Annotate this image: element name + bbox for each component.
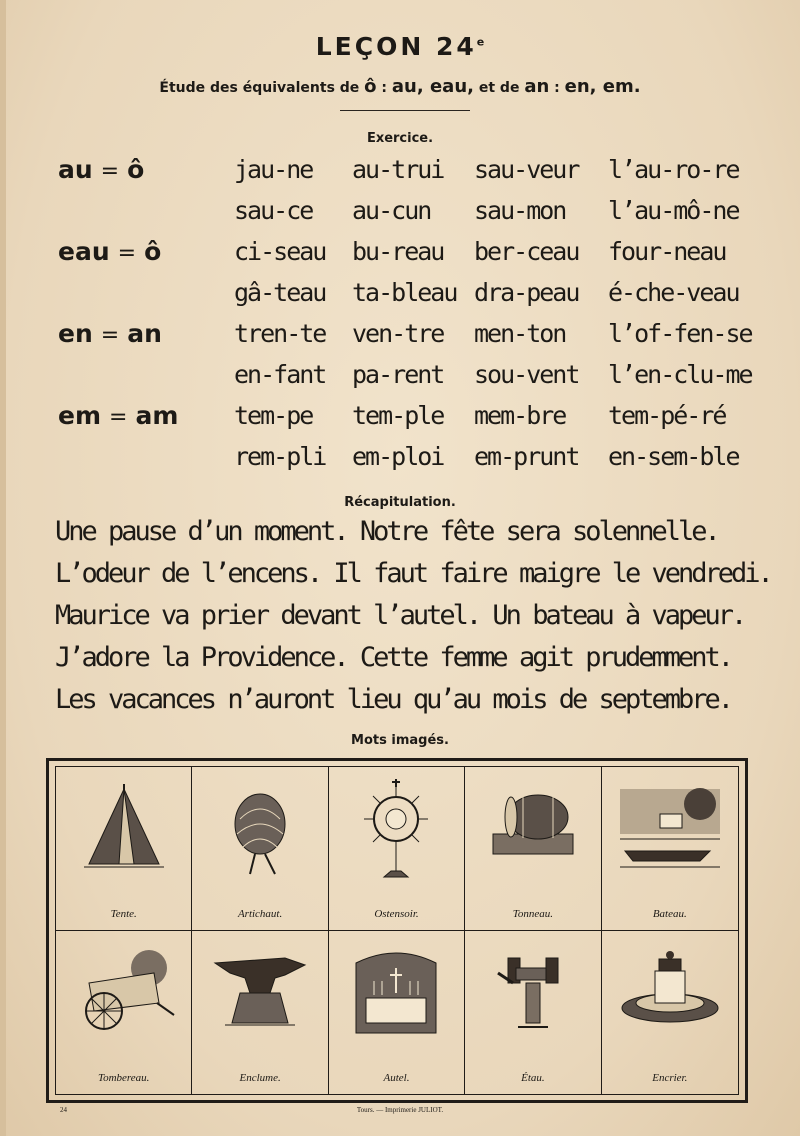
- equivalence-op: =: [109, 405, 128, 430]
- syllable-word: ci-seau: [234, 237, 326, 266]
- syllable-word: é-che-veau: [608, 278, 739, 307]
- ornamental-divider: [340, 110, 470, 111]
- subtitle-an: an: [524, 76, 550, 97]
- recap-sentence: Maurice va prier devant l’autel. Un bateau à vapeur.: [55, 600, 745, 631]
- lesson-subtitle: [0, 76, 800, 97]
- exercise-row: [0, 196, 800, 236]
- subtitle-colon2: :: [549, 80, 565, 96]
- syllable-word: ven-tre: [352, 319, 444, 348]
- recap-heading: Récapitulation.: [344, 495, 456, 510]
- exercise-row: [0, 442, 800, 482]
- picture-caption: Tonneau.: [512, 907, 554, 920]
- equivalence-left: eau: [58, 237, 110, 266]
- syllable-word: mem-bre: [474, 401, 566, 430]
- picture-caption: Tente.: [110, 907, 137, 920]
- mots-heading: Mots imagés.: [351, 733, 449, 748]
- picture-caption: Étau.: [521, 1072, 545, 1084]
- picture-cell: [465, 931, 601, 1095]
- syllable-word: tem-ple: [352, 401, 444, 430]
- exercise-row: [0, 401, 800, 441]
- subtitle-part1: Étude des équivalents de: [159, 80, 365, 96]
- equivalence-op: =: [100, 159, 120, 184]
- equivalence-right: ô: [144, 237, 162, 266]
- exercise-row: [0, 360, 800, 400]
- equivalence-label: [58, 237, 218, 266]
- equivalence-left: en: [58, 319, 93, 348]
- syllable-word: four-neau: [608, 237, 726, 266]
- subtitle-au-eau: au, eau,: [391, 76, 474, 97]
- picture-caption: Ostensoir.: [374, 907, 419, 920]
- syllable-word: l’en-clu-me: [608, 360, 752, 389]
- page-number: 24: [60, 1106, 67, 1114]
- subtitle-en-em: en, em.: [564, 76, 641, 97]
- syllable-word: au-trui: [352, 155, 444, 184]
- picture-cell: [602, 767, 738, 931]
- equivalence-op: =: [117, 241, 137, 266]
- equivalence-right: an: [127, 319, 162, 348]
- syllable-word: au-cun: [352, 196, 431, 225]
- exercise-row: [0, 319, 800, 359]
- printer-footer: Tours. — Imprimerie JULIOT.: [356, 1106, 444, 1114]
- syllable-word: pa-rent: [352, 360, 444, 389]
- picture-caption: Bateau.: [652, 907, 687, 920]
- exercise-row: [0, 237, 800, 277]
- syllable-word: sau-mon: [474, 196, 566, 225]
- picture-cell: [56, 931, 192, 1095]
- equivalence-left: au: [58, 155, 93, 184]
- syllable-word: ber-ceau: [474, 237, 579, 266]
- equivalence-right: am: [135, 401, 179, 430]
- recap-sentence: Une pause d’un moment. Notre fête sera solennelle.: [55, 516, 718, 547]
- picture-cell: [192, 767, 328, 931]
- picture-caption: Autel.: [383, 1072, 410, 1084]
- syllable-word: gâ-teau: [234, 278, 326, 307]
- picture-cell: [465, 767, 601, 931]
- picture-grid: [46, 758, 748, 1103]
- syllable-word: tem-pé-ré: [608, 401, 726, 430]
- syllable-word: sou-vent: [474, 360, 579, 389]
- lesson-title: [0, 32, 800, 61]
- picture-cell: [329, 931, 465, 1095]
- syllable-word: jau-ne: [234, 155, 313, 184]
- picture-cell: [56, 767, 192, 931]
- picture-cell: [329, 767, 465, 931]
- subtitle-o: ô: [364, 76, 377, 97]
- equivalence-left: em: [58, 401, 102, 430]
- syllable-word: ta-bleau: [352, 278, 457, 307]
- subtitle-et-de: et de: [473, 80, 525, 96]
- syllable-word: sau-ce: [234, 196, 313, 225]
- subtitle-colon1: :: [376, 80, 392, 96]
- equivalence-label: [58, 155, 218, 184]
- syllable-word: sau-veur: [474, 155, 579, 184]
- picture-caption: Enclume.: [239, 1072, 281, 1084]
- syllable-word: l’of-fen-se: [608, 319, 752, 348]
- syllable-word: tren-te: [234, 319, 326, 348]
- equivalence-op: =: [100, 323, 120, 348]
- recap-sentence: J’adore la Providence. Cette femme agit prudemment.: [55, 642, 732, 673]
- picture-cell: [192, 931, 328, 1095]
- lesson-title-sup: e: [476, 35, 485, 49]
- syllable-word: tem-pe: [234, 401, 313, 430]
- picture-caption: Tombereau.: [97, 1072, 150, 1084]
- syllable-word: bu-reau: [352, 237, 444, 266]
- recap-sentence: Les vacances n’auront lieu qu’au mois de septembre.: [55, 684, 732, 715]
- syllable-word: en-sem-ble: [608, 442, 739, 471]
- picture-cell: [602, 931, 738, 1095]
- exercise-heading: Exercice.: [366, 131, 434, 146]
- syllable-word: dra-peau: [474, 278, 579, 307]
- lesson-title-text: LEÇON 24: [315, 32, 477, 61]
- picture-grid-inner: [55, 766, 739, 1095]
- picture-caption: Encrier.: [652, 1072, 688, 1084]
- recap-sentence: L’odeur de l’encens. Il faut faire maigre le vendredi.: [55, 558, 771, 589]
- syllable-word: en-fant: [234, 360, 326, 389]
- picture-caption: Artichaut.: [237, 907, 283, 920]
- equivalence-right: ô: [127, 155, 145, 184]
- equivalence-label: [58, 319, 218, 348]
- syllable-word: rem-pli: [234, 442, 326, 471]
- syllable-word: men-ton: [474, 319, 566, 348]
- syllable-word: l’au-ro-re: [608, 155, 739, 184]
- exercise-row: [0, 278, 800, 318]
- equivalence-label: [58, 401, 218, 430]
- syllable-word: em-prunt: [474, 442, 579, 471]
- syllable-word: l’au-mô-ne: [608, 196, 739, 225]
- syllable-word: em-ploi: [352, 442, 444, 471]
- exercise-row: [0, 155, 800, 195]
